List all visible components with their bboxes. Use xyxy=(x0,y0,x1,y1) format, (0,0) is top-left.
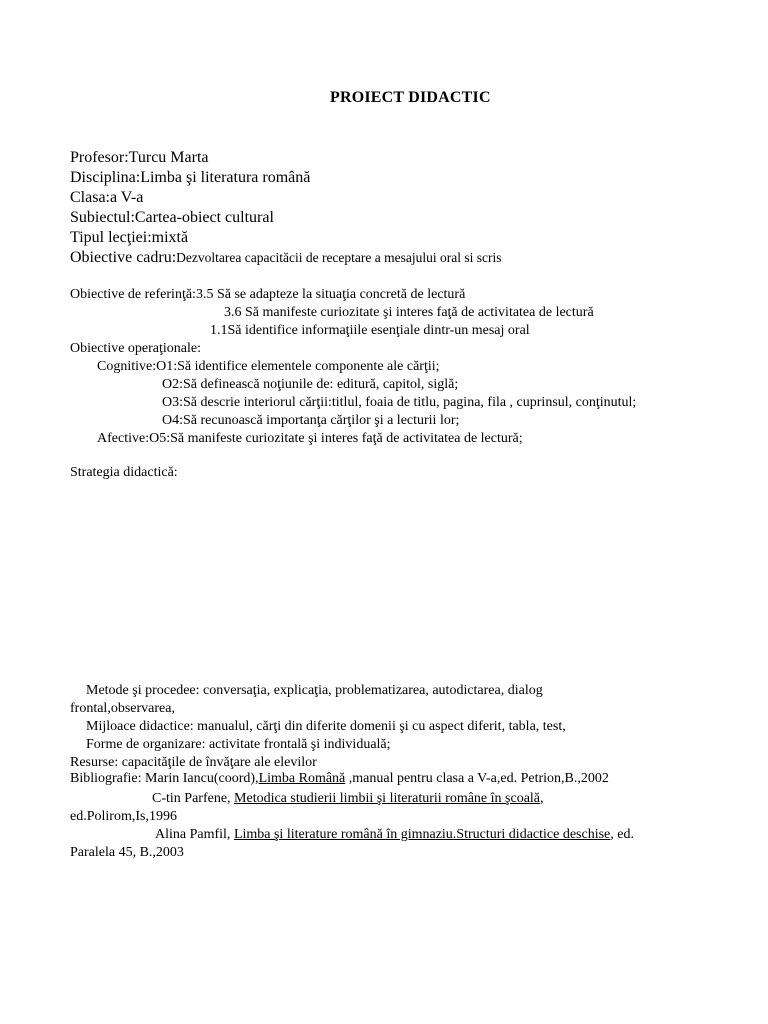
cognitive-line-1 xyxy=(97,360,440,374)
forme-line: Forme de organizare: activitate frontală şi individuală; xyxy=(86,737,391,752)
referinta-item: 3.5 Să se adapteze la situaţia concretă de lectură xyxy=(195,287,466,302)
referinta-item: 1.1Să identifice informaţiile esenţiale dintr-un mesaj oral xyxy=(210,323,530,338)
cognitive-item: O3:Să descrie interiorul cărţii:titlul, foaia de titlu, pagina, fila , cuprinsul, conţinutul; xyxy=(162,395,637,410)
cognitive-label: Cognitive: xyxy=(97,359,157,374)
obiective-cadru-value: Dezvoltarea capacităcii de receptare a mesajului oral si scris xyxy=(176,250,502,265)
ref-title: Limba Română xyxy=(258,771,346,786)
ref-title: Limba şi literature română în gimnaziu.Structuri didactice deschise xyxy=(233,827,611,842)
tipul-lectiei-line: Tipul lecţiei:mixtă xyxy=(70,229,189,246)
bibliografie-ref-2-cont: ed.Polirom,Is,1996 xyxy=(70,809,177,824)
bibliografie-label: Bibliografie: xyxy=(70,771,142,786)
bibliografie-ref-1 xyxy=(70,772,609,786)
afective-line xyxy=(97,432,523,446)
referinta-label: Obiective de referinţă: xyxy=(70,287,196,302)
metode-line-2: frontal,observarea, xyxy=(70,701,175,716)
profesor-line: Profesor:Turcu Marta xyxy=(70,149,209,166)
clasa-line: Clasa:a V-a xyxy=(70,189,144,206)
cognitive-item: O1:Să identifice elementele componente ale cărţii; xyxy=(156,359,440,374)
disciplina-line: Disciplina:Limba şi literatura română xyxy=(70,169,311,186)
metode-line-1: Metode şi procedee: conversaţia, explicaţia, problematizarea, autodictarea, dialog xyxy=(86,683,543,698)
mijloace-line: Mijloace didactice: manualul, cărţi din diferite domenii şi cu aspect diferit, tabla, test, xyxy=(86,719,566,734)
resurse-line: Resurse: capacităţile de învăţare ale elevilor xyxy=(70,755,317,770)
obiective-cadru-line xyxy=(70,250,502,266)
bibliografie-ref-2 xyxy=(152,792,544,806)
bibliografie-ref-3-cont: Paralela 45, B.,2003 xyxy=(70,845,184,860)
document-title: PROIECT DIDACTIC xyxy=(330,89,491,106)
ref-author: C-tin Parfene, xyxy=(152,791,235,806)
ref-author: Marin Iancu(coord), xyxy=(141,771,259,786)
strategia-label: Strategia didactică: xyxy=(70,465,178,480)
ref-details: ,manual pentru clasa a V-a,ed. Petrion,B.,2002 xyxy=(345,771,609,786)
afective-item: O5:Să manifeste curiozitate şi interes faţă de activitatea de lectură; xyxy=(149,431,523,446)
cognitive-item: O4:Să recunoască importanţa cărţilor şi a lecturii lor; xyxy=(162,413,460,428)
referinta-line-1 xyxy=(70,288,465,302)
referinta-item: 3.6 Să manifeste curiozitate şi interes faţă de activitatea de lectură xyxy=(224,305,594,320)
afective-label: Afective: xyxy=(97,431,150,446)
ref-details: , ed. xyxy=(610,827,634,842)
ref-author: Alina Pamfil, xyxy=(155,827,234,842)
cognitive-item: O2:Să definească noţiunile de: editură, capitol, siglă; xyxy=(162,377,459,392)
ref-details: , xyxy=(540,791,544,806)
ref-title: Metodica studierii limbii şi literaturii române în şcoală xyxy=(234,791,541,806)
bibliografie-ref-3 xyxy=(155,828,634,842)
operationale-label: Obiective operaţionale: xyxy=(70,341,201,356)
obiective-cadru-label: Obiective cadru: xyxy=(70,249,177,266)
subiectul-line: Subiectul:Cartea-obiect cultural xyxy=(70,209,274,226)
